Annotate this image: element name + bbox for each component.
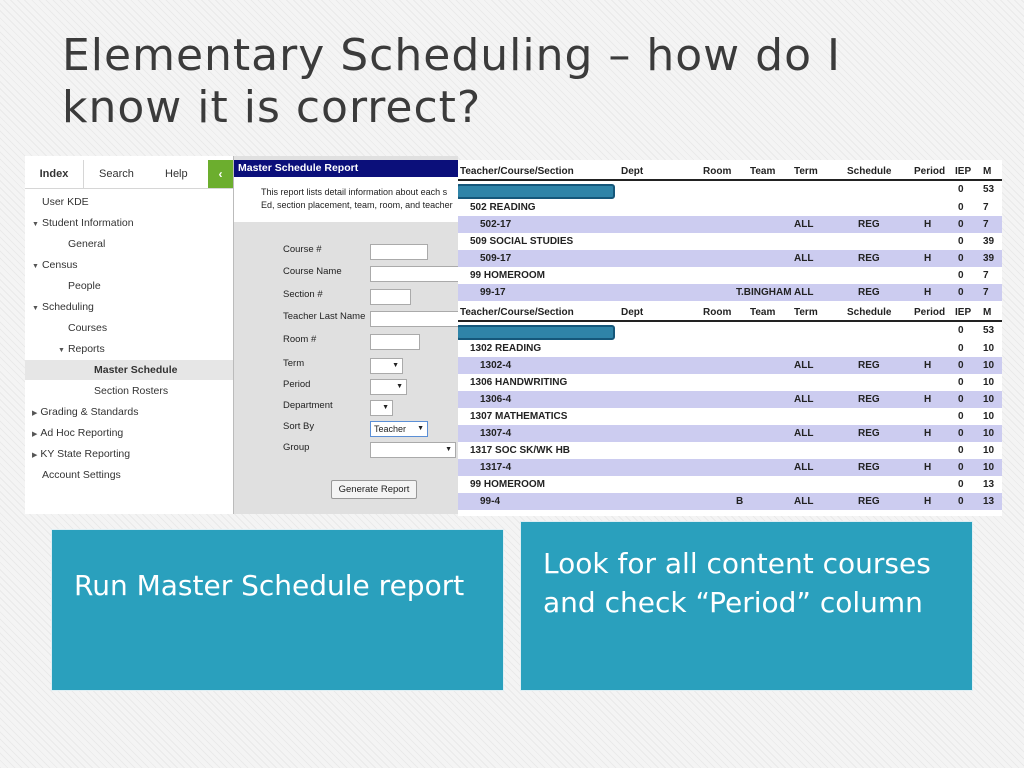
section-row <box>458 493 1002 510</box>
iep-cell: 0 <box>958 253 964 264</box>
term-label: Term <box>283 358 305 369</box>
section-row <box>458 250 1002 267</box>
sidebar-item-student-information[interactable] <box>32 213 134 233</box>
iep-cell: 0 <box>958 360 964 371</box>
sidebar-item-label: Grading & Standards <box>40 406 139 418</box>
sidebar-item-grading-standards[interactable] <box>32 402 138 422</box>
redacted-teacher-name <box>458 184 615 199</box>
room-number-label: Room # <box>283 334 317 345</box>
sidebar-item-label: General <box>68 238 106 250</box>
m-cell: 10 <box>983 343 995 354</box>
section-row <box>458 391 1002 408</box>
sidebar-item-label: Census <box>41 259 78 271</box>
table-header-row <box>458 304 1002 322</box>
sidebar-item-census[interactable] <box>32 255 78 275</box>
iep-cell: 0 <box>958 496 964 507</box>
generate-report-button[interactable]: Generate Report <box>331 480 417 499</box>
course-row <box>458 408 1002 425</box>
schedule-cell: REG <box>858 462 880 473</box>
m-cell: 53 <box>983 184 995 195</box>
sidebar-tabs <box>25 160 233 189</box>
course-name-cell: 509 SOCIAL STUDIES <box>470 236 574 247</box>
tab-help[interactable]: Help <box>165 168 188 180</box>
header-m: M <box>983 166 992 177</box>
group-select[interactable] <box>370 442 456 458</box>
department-label: Department <box>283 400 333 411</box>
sidebar-item-people[interactable] <box>68 276 101 296</box>
iep-cell: 0 <box>958 428 964 439</box>
tab-search[interactable]: Search <box>99 168 134 180</box>
callout-check-period: Look for all content courses and check “Period” column <box>520 521 973 691</box>
course-name-cell: 1302 READING <box>470 343 542 354</box>
sidebar-item-scheduling[interactable] <box>32 297 94 317</box>
schedule-cell: REG <box>858 253 880 264</box>
header-room: Room <box>703 166 732 177</box>
sidebar-item-label: Courses <box>68 322 108 334</box>
table-header-row <box>458 163 1002 181</box>
sidebar-item-general[interactable] <box>68 234 105 254</box>
report-title: Master Schedule Report <box>234 160 458 177</box>
caret-down-icon[interactable]: ▼ <box>32 305 39 312</box>
header-term: Term <box>794 307 818 318</box>
header-iep: IEP <box>955 307 972 318</box>
iep-cell: 0 <box>958 445 964 456</box>
team-cell: T.BINGHAM <box>736 287 792 298</box>
sidebar-item-master-schedule[interactable] <box>25 360 233 380</box>
header-m: M <box>983 307 992 318</box>
chevron-left-icon: ‹ <box>218 167 223 181</box>
sidebar-item-ad-hoc-reporting[interactable] <box>32 423 123 443</box>
m-cell: 39 <box>983 253 995 264</box>
term-cell: ALL <box>794 360 814 371</box>
schedule-cell: REG <box>858 360 880 371</box>
section-name-cell: 509-17 <box>480 253 512 264</box>
campus-app-panel <box>25 156 458 514</box>
term-cell: ALL <box>794 462 814 473</box>
iep-cell: 0 <box>958 270 964 281</box>
m-cell: 13 <box>983 479 995 490</box>
report-description <box>234 177 458 222</box>
course-name-input[interactable] <box>370 266 458 282</box>
redacted-teacher-name <box>458 325 615 340</box>
section-name-cell: 1307-4 <box>480 428 512 439</box>
iep-cell: 0 <box>958 479 964 490</box>
sidebar-item-label: KY State Reporting <box>40 448 131 460</box>
group-label: Group <box>283 442 310 453</box>
caret-down-icon[interactable]: ▼ <box>58 347 65 354</box>
header-team: Team <box>750 307 776 318</box>
iep-cell: 0 <box>958 236 964 247</box>
sort-by-label: Sort By <box>283 421 315 432</box>
caret-down-icon[interactable]: ▼ <box>32 221 39 228</box>
sidebar-item-section-rosters[interactable] <box>94 381 168 401</box>
m-cell: 7 <box>983 287 989 298</box>
term-cell: ALL <box>794 428 814 439</box>
team-cell: B <box>736 496 744 507</box>
period-cell: H <box>924 219 932 230</box>
iep-cell: 0 <box>958 394 964 405</box>
header-dept: Dept <box>621 166 644 177</box>
m-cell: 10 <box>983 377 995 388</box>
section-number-label: Section # <box>283 289 323 300</box>
header-period: Period <box>914 166 946 177</box>
course-name-cell: 99 HOMEROOM <box>470 479 546 490</box>
sidebar-item-label: Reports <box>67 343 105 355</box>
m-cell: 10 <box>983 428 995 439</box>
iep-cell: 0 <box>958 411 964 422</box>
section-name-cell: 99-17 <box>480 287 506 298</box>
header-teacher-course-section: Teacher/Course/Section <box>460 166 574 177</box>
period-cell: H <box>924 253 932 264</box>
header-room: Room <box>703 307 732 318</box>
course-row <box>458 199 1002 216</box>
sidebar-item-user-kde[interactable] <box>42 192 89 212</box>
course-name-cell: 1317 SOC SK/WK HB <box>470 445 571 456</box>
header-teacher-course-section: Teacher/Course/Section <box>460 307 574 318</box>
slide-title: Elementary Scheduling – how do I know it is correct? <box>62 30 841 133</box>
header-period: Period <box>914 307 946 318</box>
period-cell: H <box>924 462 932 473</box>
header-team: Team <box>750 166 776 177</box>
course-row <box>458 267 1002 284</box>
sidebar-item-label: Ad Hoc Reporting <box>40 427 124 439</box>
course-row <box>458 340 1002 357</box>
sidebar-item-label: User KDE <box>42 196 89 208</box>
sidebar-item-courses[interactable] <box>68 318 107 338</box>
iep-cell: 0 <box>958 219 964 230</box>
iep-cell: 0 <box>958 325 964 336</box>
caret-right-icon[interactable]: ▶ <box>32 410 38 417</box>
teacher-row <box>458 322 1002 339</box>
course-number-label: Course # <box>283 244 322 255</box>
period-cell: H <box>924 360 932 371</box>
iep-cell: 0 <box>958 287 964 298</box>
section-name-cell: 1302-4 <box>480 360 512 371</box>
period-cell: H <box>924 496 932 507</box>
term-cell: ALL <box>794 253 814 264</box>
header-iep: IEP <box>955 166 972 177</box>
master-schedule-output <box>458 160 1002 516</box>
term-cell: ALL <box>794 394 814 405</box>
m-cell: 39 <box>983 236 995 247</box>
teacher-last-name-label: Teacher Last Name <box>283 311 366 322</box>
collapse-sidebar-button[interactable] <box>208 160 233 188</box>
course-row <box>458 233 1002 250</box>
section-name-cell: 502-17 <box>480 219 512 230</box>
section-name-cell: 1317-4 <box>480 462 512 473</box>
iep-cell: 0 <box>958 462 964 473</box>
header-dept: Dept <box>621 307 644 318</box>
sidebar-item-label: Master Schedule <box>94 364 178 376</box>
iep-cell: 0 <box>958 184 964 195</box>
m-cell: 10 <box>983 360 995 371</box>
header-schedule: Schedule <box>847 307 892 318</box>
course-name-cell: 99 HOMEROOM <box>470 270 546 281</box>
iep-cell: 0 <box>958 377 964 388</box>
sidebar-item-reports[interactable] <box>58 339 105 359</box>
tab-index[interactable]: Index <box>25 160 84 188</box>
term-cell: ALL <box>794 219 814 230</box>
room-number-input[interactable] <box>370 334 420 350</box>
sort-by-value: Teacher <box>374 424 407 434</box>
m-cell: 10 <box>983 411 995 422</box>
iep-cell: 0 <box>958 343 964 354</box>
sidebar-item-ky-state-reporting[interactable] <box>32 444 130 464</box>
section-name-cell: 99-4 <box>480 496 501 507</box>
section-number-input[interactable] <box>370 289 411 305</box>
course-name-cell: 502 READING <box>470 202 536 213</box>
period-cell: H <box>924 394 932 405</box>
schedule-cell: REG <box>858 287 880 298</box>
period-cell: H <box>924 287 932 298</box>
section-row <box>458 459 1002 476</box>
m-cell: 13 <box>983 496 995 507</box>
report-description-line: Ed, section placement, team, room, and teacher <box>261 200 453 210</box>
period-cell: H <box>924 428 932 439</box>
m-cell: 7 <box>983 202 989 213</box>
callout-run-report: Run Master Schedule report <box>51 529 504 691</box>
m-cell: 7 <box>983 270 989 281</box>
sidebar-item-label: Section Rosters <box>94 385 169 397</box>
schedule-cell: REG <box>858 219 880 230</box>
course-name-cell: 1306 HANDWRITING <box>470 377 568 388</box>
sidebar-item-label: Student Information <box>41 217 134 229</box>
section-row <box>458 425 1002 442</box>
caret-right-icon[interactable]: ▶ <box>32 452 38 459</box>
m-cell: 53 <box>983 325 995 336</box>
schedule-cell: REG <box>858 394 880 405</box>
course-number-input[interactable] <box>370 244 428 260</box>
header-term: Term <box>794 166 818 177</box>
section-row <box>458 357 1002 374</box>
report-description-line: This report lists detail information about each s <box>261 187 448 197</box>
sidebar <box>25 156 233 514</box>
report-panel <box>233 156 458 514</box>
m-cell: 7 <box>983 219 989 230</box>
iep-cell: 0 <box>958 202 964 213</box>
m-cell: 10 <box>983 462 995 473</box>
term-cell: ALL <box>794 287 814 298</box>
section-row <box>458 284 1002 301</box>
period-label: Period <box>283 379 311 390</box>
period-select[interactable] <box>370 379 407 395</box>
course-name-cell: 1307 MATHEMATICS <box>470 411 568 422</box>
caret-right-icon[interactable]: ▶ <box>32 431 38 438</box>
department-select[interactable] <box>370 400 393 416</box>
term-select[interactable] <box>370 358 403 374</box>
sidebar-item-label: Scheduling <box>41 301 94 313</box>
course-row <box>458 476 1002 493</box>
term-cell: ALL <box>794 496 814 507</box>
sidebar-item-account-settings[interactable] <box>42 465 121 485</box>
caret-down-icon[interactable]: ▼ <box>32 263 39 270</box>
section-row <box>458 216 1002 233</box>
sidebar-item-label: Account Settings <box>42 469 121 481</box>
sort-by-select[interactable] <box>370 421 428 437</box>
teacher-row <box>458 181 1002 198</box>
course-row <box>458 442 1002 459</box>
header-schedule: Schedule <box>847 166 892 177</box>
course-name-label: Course Name <box>283 266 342 277</box>
teacher-last-name-input[interactable] <box>370 311 458 327</box>
course-row <box>458 374 1002 391</box>
schedule-cell: REG <box>858 428 880 439</box>
m-cell: 10 <box>983 445 995 456</box>
schedule-cell: REG <box>858 496 880 507</box>
section-name-cell: 1306-4 <box>480 394 512 405</box>
sidebar-item-label: People <box>68 280 101 292</box>
m-cell: 10 <box>983 394 995 405</box>
